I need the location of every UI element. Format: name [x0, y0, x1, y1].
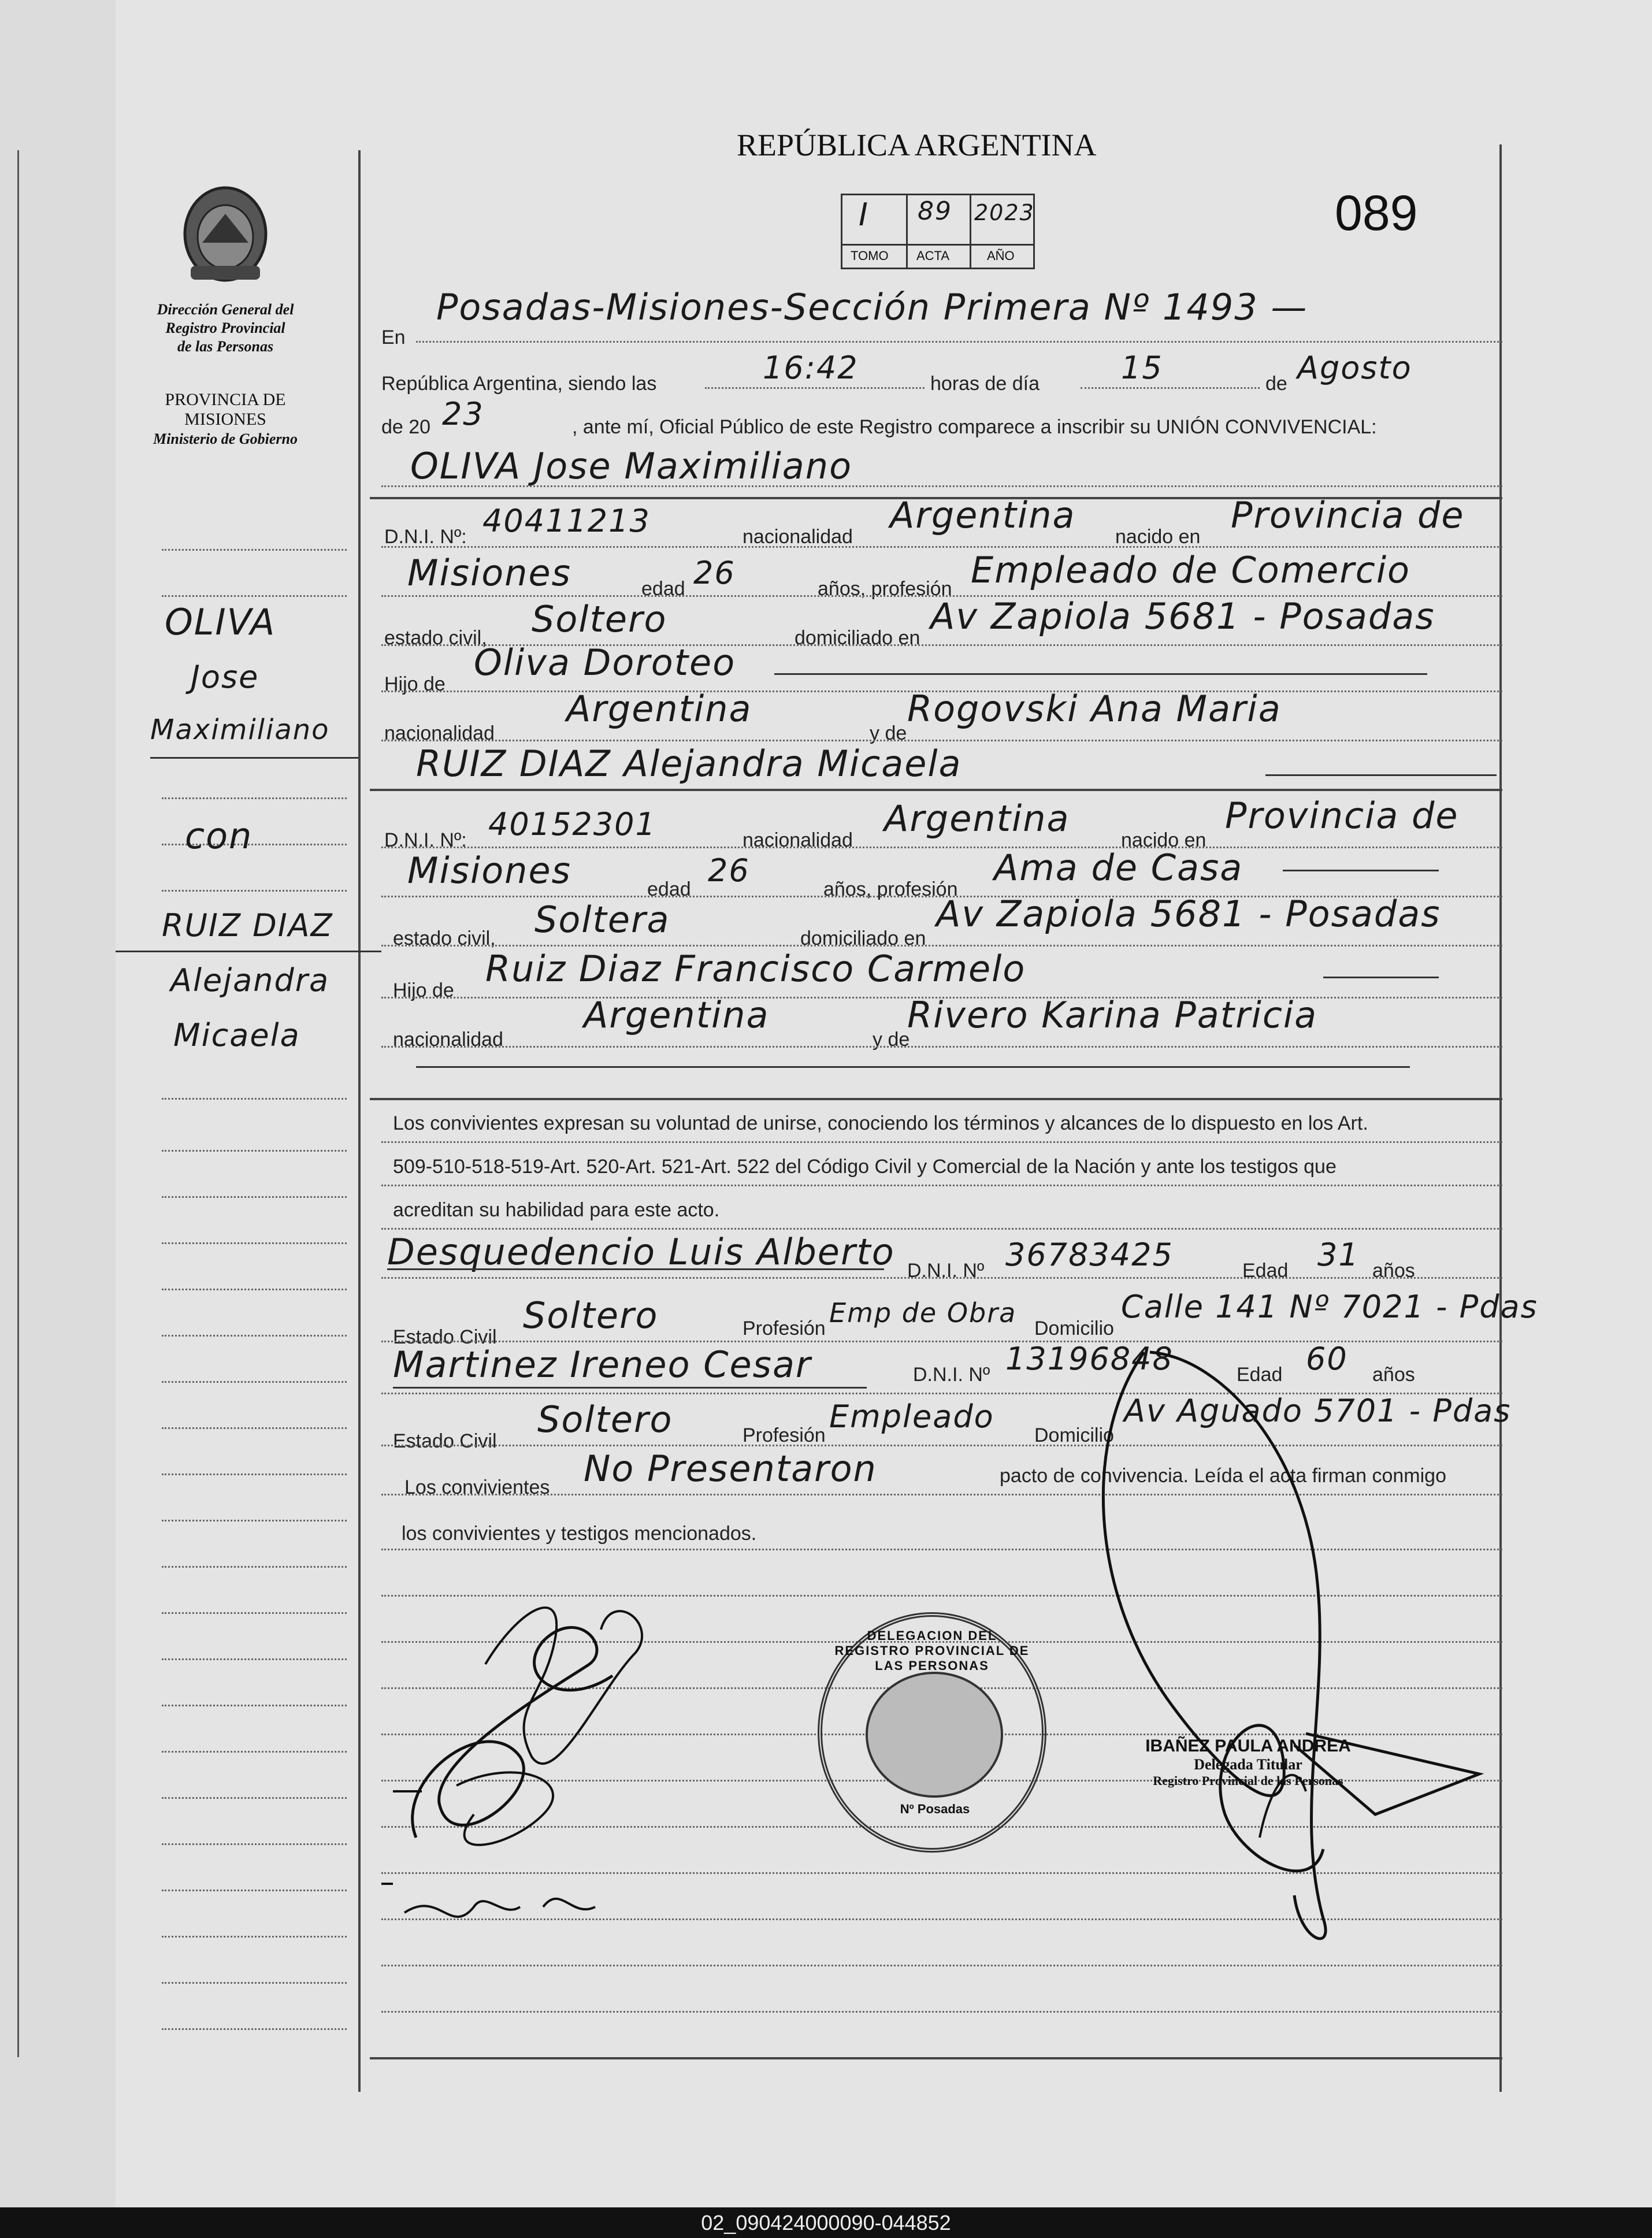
- p1-nacionalidad-label: nacionalidad: [743, 526, 853, 548]
- section-divider-2: [370, 789, 1502, 791]
- closing-value: No Presentaron: [584, 1448, 877, 1490]
- w1-name: Desquedencio Luis Alberto: [387, 1231, 895, 1273]
- person1-fullname: OLIVA Jose Maximiliano: [410, 445, 853, 487]
- official-name: IBAÑEZ PAULA ANDREA: [1145, 1736, 1351, 1755]
- p1-profesion-label: años, profesión: [818, 578, 952, 600]
- p1-domicilio-label: domiciliado en: [795, 627, 920, 649]
- previous-page-edge: [0, 0, 119, 2207]
- w1-profesion-value: Emp de Obra: [829, 1297, 1017, 1328]
- official-signature-icon: [1052, 1341, 1502, 1965]
- place-value: Posadas-Misiones-Sección Primera Nº 1493 —: [436, 286, 1308, 328]
- p2-nacido-line2: Misiones: [407, 849, 571, 892]
- p2-dni-value: 40152301: [488, 806, 656, 843]
- w1-estado-label: Estado Civil: [393, 1326, 497, 1348]
- w2-dni-label: D.N.I. Nº: [913, 1364, 990, 1386]
- p2-madre-value: Rivero Karina Patricia: [907, 994, 1318, 1036]
- w2-estado-value: Soltero: [537, 1398, 673, 1441]
- seal-emblem-icon: [866, 1672, 1003, 1798]
- p2-profesion-label: años, profesión: [823, 878, 958, 900]
- p1-edad-value: 26: [693, 555, 736, 591]
- p2-profesion-value: Ama de Casa: [994, 847, 1243, 889]
- p2-dni-label: D.N.I. Nº:: [384, 829, 467, 851]
- w2-profesion-label: Profesión: [743, 1424, 826, 1446]
- province-line1: PROVINCIA DE: [165, 390, 286, 409]
- section-divider-3: [370, 1098, 1502, 1100]
- w1-anios-label: años: [1372, 1260, 1415, 1282]
- w2-domicilio-label: Domicilio: [1034, 1424, 1114, 1446]
- convivientes-signatures-icon: [370, 1537, 774, 1953]
- p1-dni-label: D.N.I. Nº:: [384, 526, 467, 548]
- previous-page-margin-line: [17, 150, 19, 2057]
- p1-nacido-line2: Misiones: [407, 552, 571, 594]
- republica-label: República Argentina, siendo las: [381, 373, 657, 395]
- p2-nacionalidad-value: Argentina: [884, 797, 1070, 840]
- p2-domicilio-label: domiciliado en: [800, 927, 926, 949]
- sidebar-connector: con: [185, 815, 253, 857]
- ministry-line: Ministerio de Gobierno: [153, 430, 298, 447]
- p2-nac-padres-value: Argentina: [584, 994, 770, 1036]
- acta-label: ACTA: [916, 248, 950, 263]
- time-value: 16:42: [763, 350, 859, 386]
- w2-edad-value: 60: [1306, 1341, 1348, 1377]
- p2-edad-label: edad: [647, 878, 691, 900]
- page-bottom-line: [370, 2057, 1502, 2059]
- person2-fullname: RUIZ DIAZ Alejandra Micaela: [416, 743, 962, 785]
- w2-domicilio-value: Av Aguado 5701 - Pdas: [1124, 1393, 1512, 1429]
- w2-dni-value: 13196848: [1005, 1341, 1174, 1377]
- day-value: 15: [1121, 350, 1163, 386]
- closing-line2: los convivientes y testigos mencionados.: [402, 1523, 757, 1545]
- tomo-value: I: [859, 196, 869, 233]
- registry-page: [116, 0, 1652, 2207]
- sidebar-name2-line2: Alejandra: [170, 962, 330, 999]
- w1-domicilio-label: Domicilio: [1034, 1317, 1114, 1339]
- year-prefix: de 20: [381, 416, 431, 438]
- w2-profesion-value: Empleado: [829, 1398, 994, 1435]
- closing-label: Los convivientes: [404, 1476, 550, 1498]
- p2-domicilio-value: Av Zapiola 5681 - Posadas: [936, 893, 1441, 935]
- office-line1: Dirección General del: [157, 301, 294, 318]
- coat-of-arms-icon: [173, 179, 277, 289]
- scan-code: 02_090424000090-044852: [0, 2207, 1652, 2238]
- w1-domicilio-value: Calle 141 Nº 7021 - Pdas: [1121, 1289, 1538, 1325]
- office-line2: Registro Provincial: [165, 320, 285, 336]
- p1-estado-value: Soltero: [532, 598, 667, 640]
- p1-nac-padres-label: nacionalidad: [384, 722, 495, 744]
- sidebar-name1-line3: Maximiliano: [150, 714, 330, 746]
- sidebar-name2-line1: RUIZ DIAZ: [162, 907, 333, 944]
- p2-edad-value: 26: [708, 852, 750, 889]
- month-value: Agosto: [1297, 350, 1412, 386]
- p1-profesion-value: Empleado de Comercio: [971, 549, 1410, 591]
- anio-label: AÑO: [987, 248, 1015, 263]
- w1-profesion-label: Profesión: [743, 1317, 826, 1339]
- w2-edad-label: Edad: [1237, 1364, 1283, 1386]
- province-line2: MISIONES: [184, 410, 266, 429]
- w1-edad-label: Edad: [1242, 1260, 1289, 1282]
- p1-nac-padres-value: Argentina: [566, 688, 752, 730]
- p1-padre-value: Oliva Doroteo: [474, 641, 736, 684]
- p2-nac-padres-label: nacionalidad: [393, 1029, 503, 1051]
- official-role: Delegada Titular: [1194, 1756, 1302, 1773]
- p2-hijo-label: Hijo de: [393, 979, 454, 1001]
- sidebar-name1-line1: OLIVA: [165, 601, 276, 643]
- p1-nacionalidad-value: Argentina: [890, 494, 1076, 536]
- p1-yde-label: y de: [870, 722, 907, 744]
- w1-dni-label: D.N.I. Nº: [907, 1260, 985, 1282]
- p1-hijo-label: Hijo de: [384, 673, 446, 695]
- body-line2: 509-510-518-519-Art. 520-Art. 521-Art. 522 del Código Civil y Comercial de la Nación y ante los testigos que: [393, 1156, 1337, 1178]
- w1-edad-value: 31: [1317, 1237, 1360, 1273]
- w2-name: Martinez Ireneo Cesar: [393, 1343, 812, 1386]
- acta-number: 089: [1335, 185, 1418, 241]
- de-label: de: [1265, 373, 1287, 395]
- p2-estado-value: Soltera: [534, 899, 670, 941]
- tomo-acta-anio-box: [841, 194, 1035, 269]
- p2-nacionalidad-label: nacionalidad: [743, 829, 853, 851]
- year-suffix: 23: [442, 396, 484, 432]
- p2-padre-value: Ruiz Diaz Francisco Carmelo: [485, 948, 1026, 990]
- body-line1: Los convivientes expresan su voluntad de unirse, conociendo los términos y alcances de lo dispuesto en los Art.: [393, 1112, 1368, 1134]
- w2-estado-label: Estado Civil: [393, 1430, 497, 1452]
- w2-anios-label: años: [1372, 1364, 1415, 1386]
- p1-madre-value: Rogovski Ana Maria: [907, 688, 1282, 730]
- body-line3: acreditan su habilidad para este acto.: [393, 1199, 720, 1221]
- p2-yde-label: y de: [873, 1029, 910, 1051]
- seal-inner-text: Nº Posadas: [900, 1802, 970, 1816]
- p1-domicilio-value: Av Zapiola 5681 - Posadas: [930, 595, 1435, 637]
- w1-dni-value: 36783425: [1005, 1237, 1174, 1273]
- seal-text: DELEGACION DEL REGISTRO PROVINCIAL DE LAS PERSONAS: [834, 1628, 1030, 1673]
- acta-value: 89: [918, 196, 952, 226]
- tomo-label: TOMO: [851, 248, 889, 263]
- sidebar-name2-line3: Micaela: [173, 1017, 300, 1053]
- p2-nacido-label: nacido en: [1121, 829, 1206, 851]
- sidebar-name1-line2: Jose: [191, 659, 259, 695]
- p1-edad-label: edad: [641, 578, 685, 600]
- anio-value: 2023: [974, 200, 1035, 225]
- official-registry: Registro Provincial de las Personas: [1153, 1773, 1343, 1788]
- w1-estado-value: Soltero: [523, 1294, 659, 1337]
- p2-estado-label: estado civil,: [393, 927, 496, 949]
- p2-nacido-line1: Provincia de: [1225, 795, 1459, 837]
- closing-rest: pacto de convivencia. Leída el acta firman conmigo: [1000, 1465, 1447, 1487]
- p1-nacido-label: nacido en: [1115, 526, 1201, 548]
- registry-seal: [818, 1612, 1046, 1853]
- intro-statement: , ante mí, Oficial Público de este Registro comparece a inscribir su UNIÓN CONVIVENCIAL:: [572, 416, 1377, 438]
- en-label: En: [381, 326, 406, 348]
- p1-estado-label: estado civil,: [384, 627, 487, 649]
- horas-label: horas de día: [930, 373, 1040, 395]
- office-line3: de las Personas: [177, 338, 274, 355]
- country-heading: REPÚBLICA ARGENTINA: [737, 128, 1097, 162]
- sidebar-divider: [358, 150, 361, 2092]
- p1-nacido-line1: Provincia de: [1231, 494, 1465, 536]
- p1-dni-value: 40411213: [482, 503, 651, 539]
